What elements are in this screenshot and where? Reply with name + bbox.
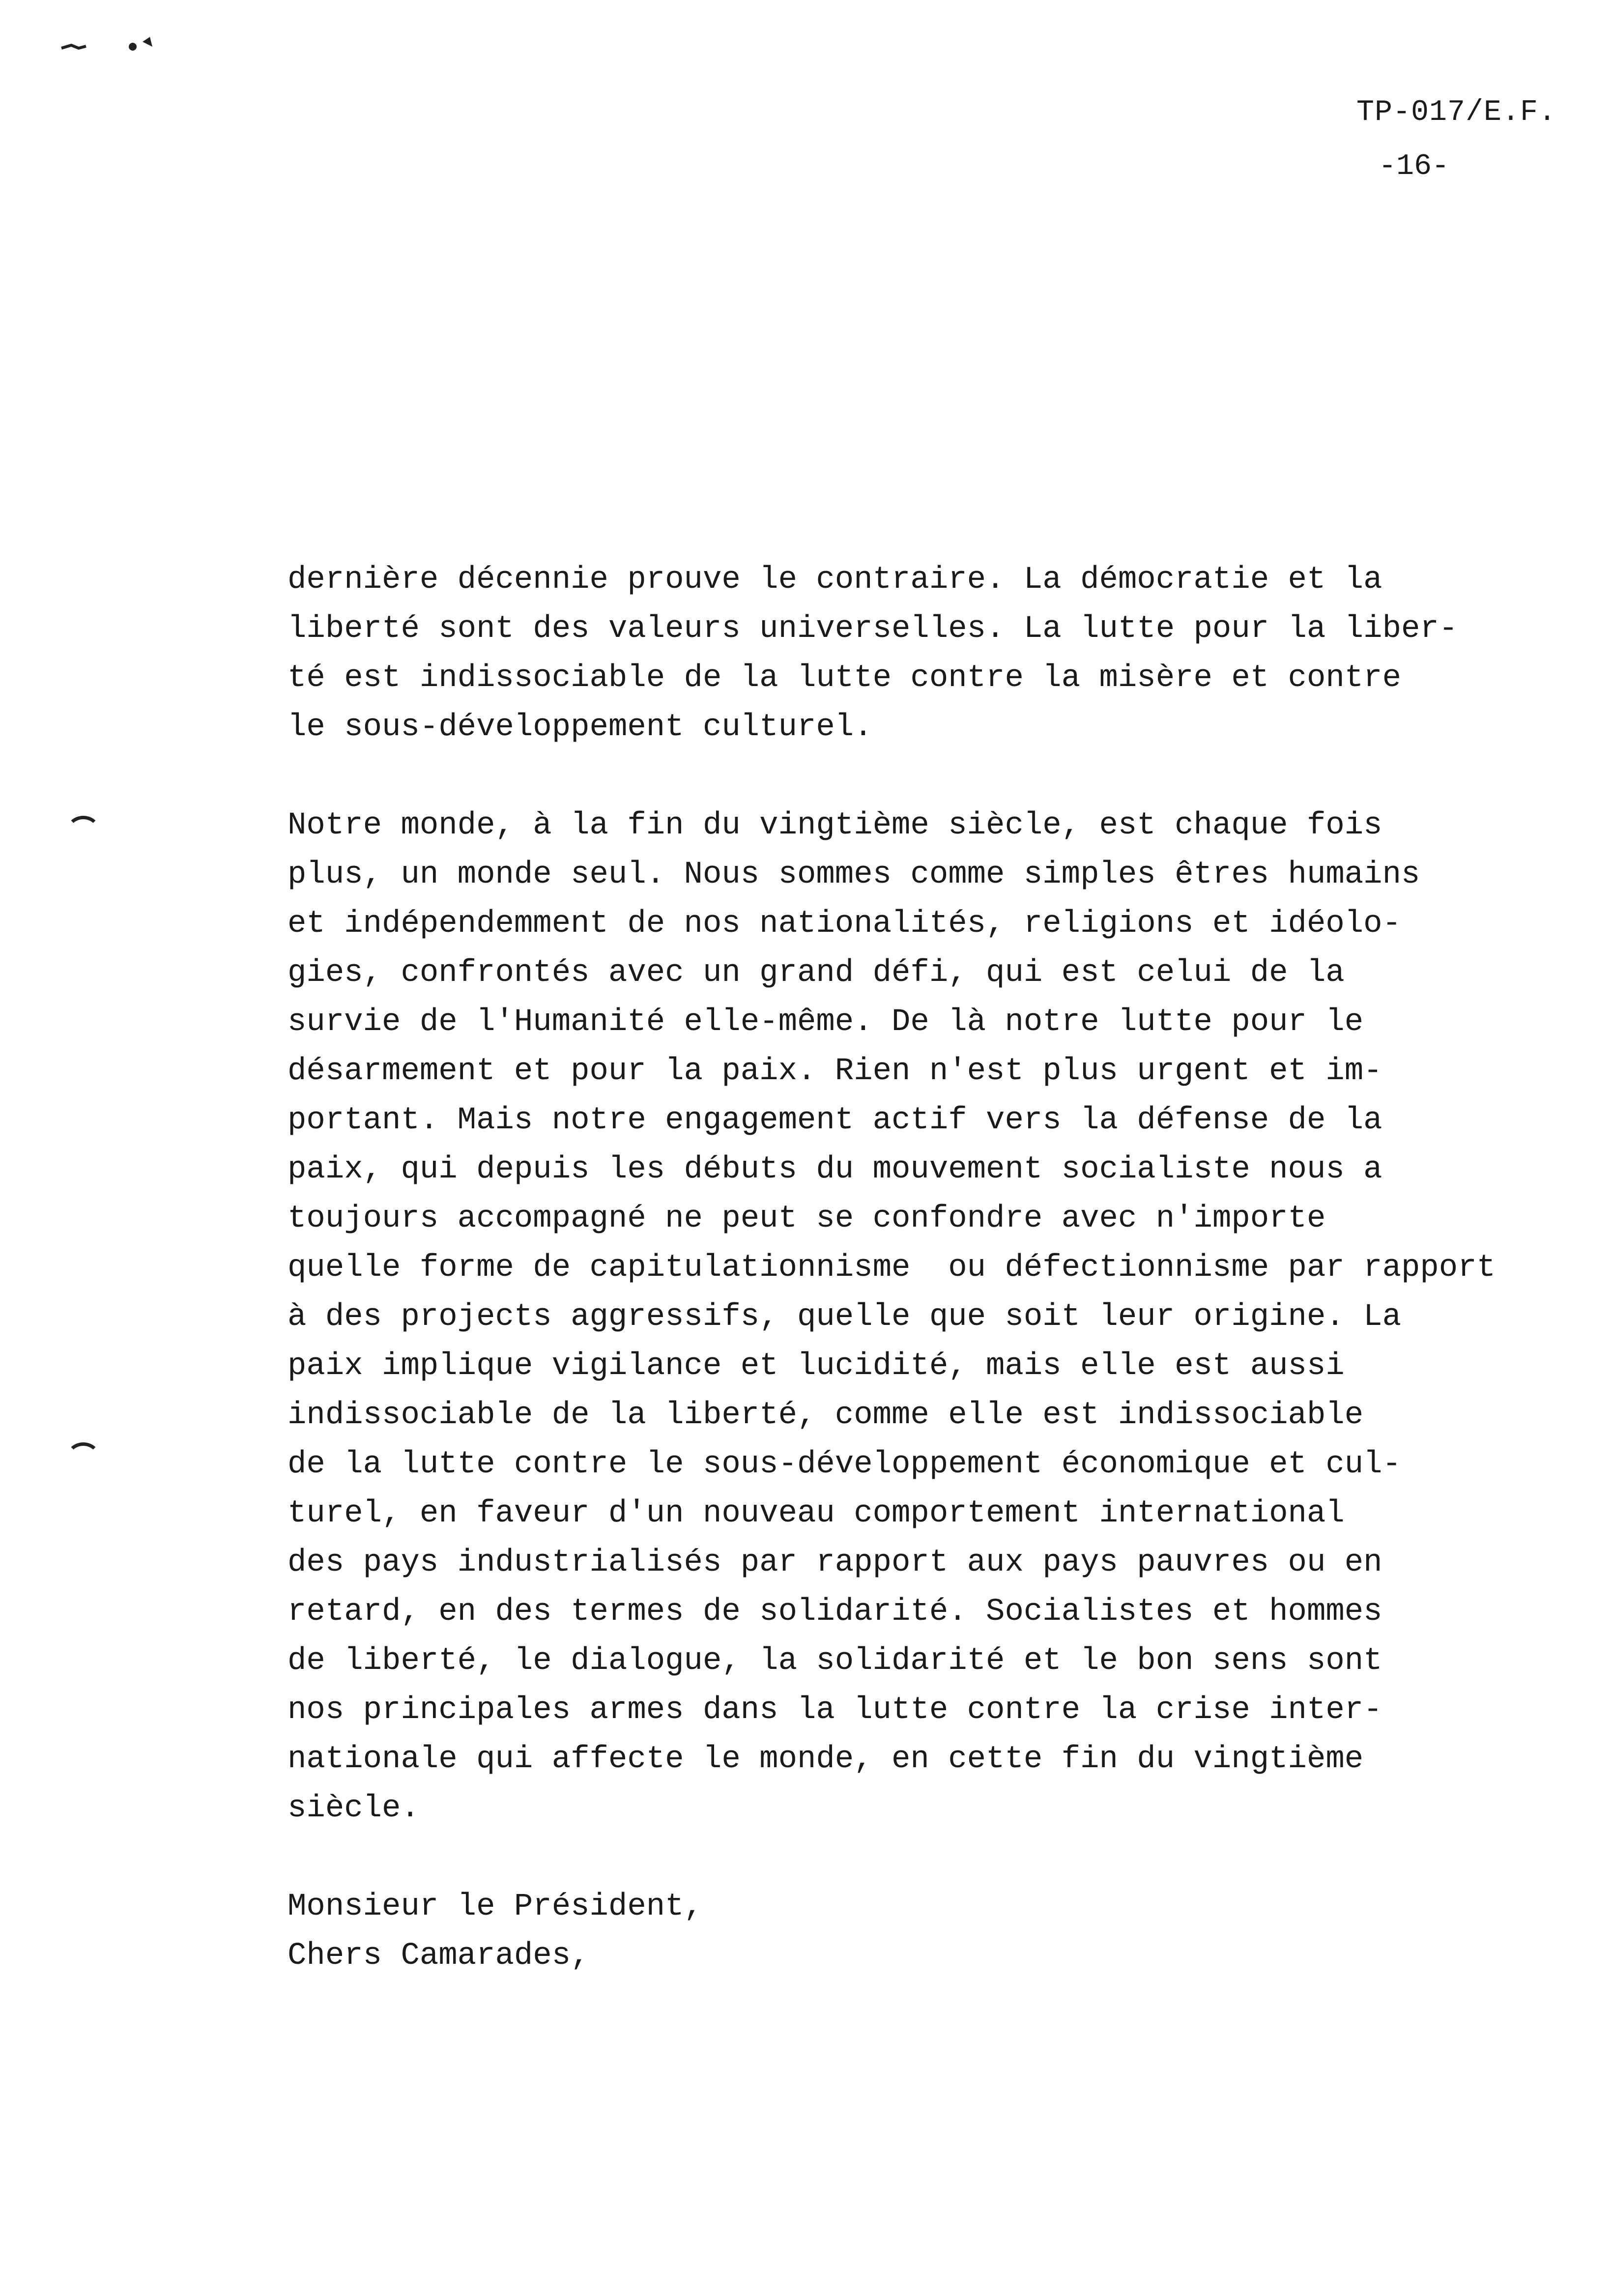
text-line: paix, qui depuis les débuts du mouvement socialiste nous a (288, 1152, 1382, 1187)
text-line: des pays industrialisés par rapport aux pays pauvres ou en (288, 1545, 1382, 1580)
text-line: le sous-développement culturel. (288, 710, 873, 745)
text-line: plus, un monde seul. Nous sommes comme simples êtres humains (288, 857, 1420, 892)
text-line: gies, confrontés avec un grand défi, qui est celui de la (288, 955, 1345, 991)
text-line: turel, en faveur d'un nouveau comportement international (288, 1496, 1345, 1531)
punch-hole-mark (66, 1442, 100, 1473)
text-line: Chers Camarades, (288, 1938, 590, 1974)
text-line: désarmement et pour la paix. Rien n'est plus urgent et im- (288, 1054, 1382, 1089)
text-line: paix implique vigilance et lucidité, mais elle est aussi (288, 1349, 1345, 1384)
punch-hole-mark (66, 816, 100, 846)
paragraph (288, 801, 1546, 1833)
text-line: Notre monde, à la fin du vingtième siècle, est chaque fois (288, 808, 1382, 843)
text-line: portant. Mais notre engagement actif vers la défense de la (288, 1103, 1382, 1138)
text-line: toujours accompagné ne peut se confondre avec n'importe (288, 1201, 1326, 1236)
text-line: té est indissociable de la lutte contre la misère et contre (288, 660, 1401, 696)
text-line: nos principales armes dans la lutte contre la crise inter- (288, 1693, 1382, 1728)
scan-artifact-mark (59, 29, 177, 59)
text-line: indissociable de la liberté, comme elle est indissociable (288, 1398, 1364, 1433)
paragraph (288, 555, 1546, 752)
text-line: et indépendemment de nos nationalités, religions et idéolo- (288, 906, 1401, 942)
text-line: Monsieur le Président, (288, 1889, 703, 1924)
text-line: liberté sont des valeurs universelles. La lutte pour la liber- (288, 611, 1458, 647)
scan-artifact-icon (59, 29, 177, 59)
text-line: de la lutte contre le sous-développement économique et cul- (288, 1447, 1401, 1482)
page-number: -16- (1379, 150, 1450, 183)
text-line: retard, en des termes de solidarité. Socialistes et hommes (288, 1594, 1382, 1630)
salutation (288, 1882, 1546, 1980)
text-line: survie de l'Humanité elle-même. De là notre lutte pour le (288, 1004, 1364, 1040)
text-line: à des projects aggressifs, quelle que soit leur origine. La (288, 1299, 1401, 1335)
document-reference: TP-017/E.F. (1356, 96, 1557, 129)
text-line: siècle. (288, 1791, 420, 1826)
text-line: de liberté, le dialogue, la solidarité et le bon sens sont (288, 1643, 1382, 1679)
text-line: quelle forme de capitulationnisme ou défectionnisme par rapport (288, 1250, 1496, 1286)
text-line: nationale qui affecte le monde, en cette fin du vingtième (288, 1742, 1364, 1777)
text-line: dernière décennie prouve le contraire. La démocratie et la (288, 562, 1382, 598)
